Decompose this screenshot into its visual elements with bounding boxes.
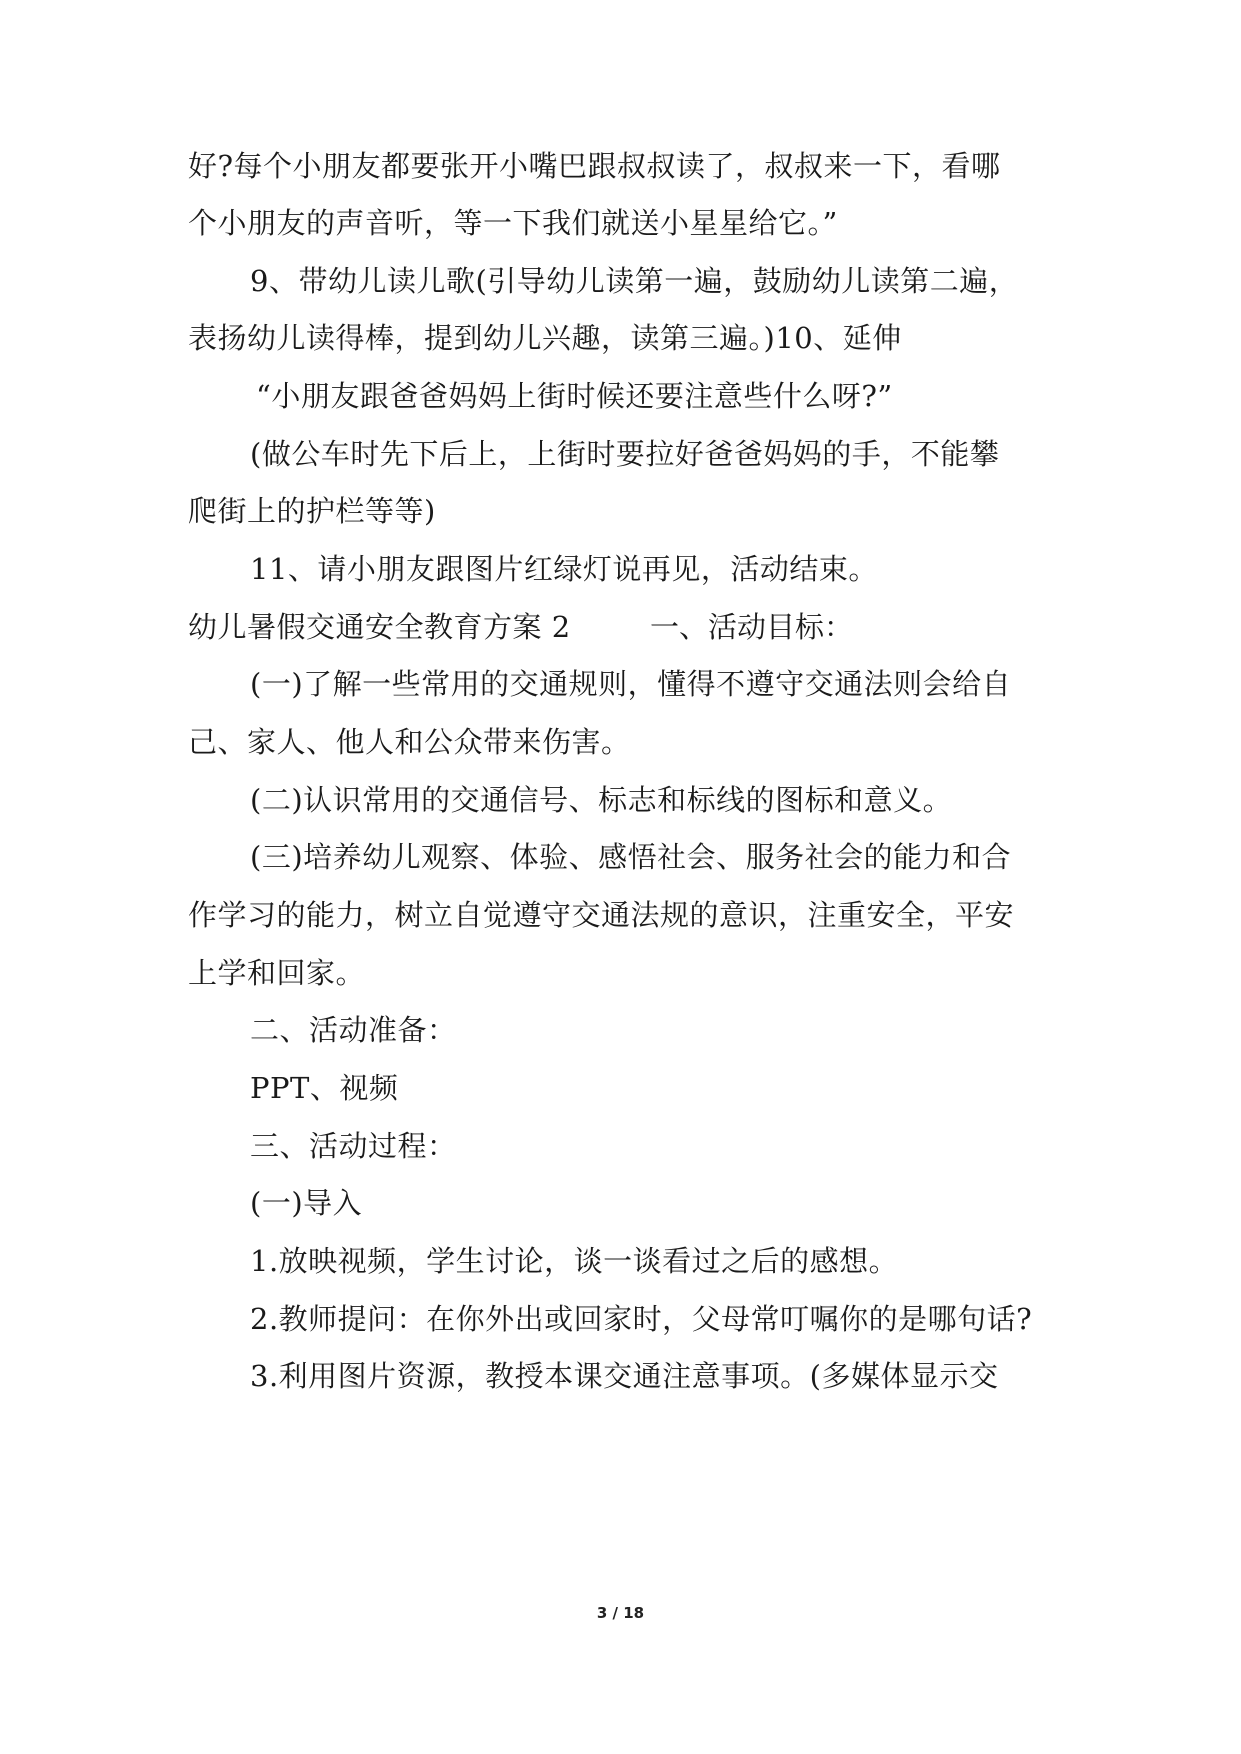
list-item: 1.放映视频，学生讨论，谈一谈看过之后的感想。 xyxy=(250,1244,899,1278)
text-line: (二)认识常用的交通信号、标志和标线的图标和意义。 xyxy=(250,783,953,817)
section-heading-goals: 一、活动目标： xyxy=(650,610,854,644)
subsection-heading: (一)导入 xyxy=(250,1186,363,1220)
section-heading-preparation: 二、活动准备： xyxy=(250,1013,457,1047)
section-heading-process: 三、活动过程： xyxy=(250,1129,457,1163)
text-line: 己、家人、他人和公众带来伤害。 xyxy=(188,725,631,759)
quote-line: “小朋友跟爸爸妈妈上街时候还要注意些什么呀?” xyxy=(256,379,893,413)
page-number: 3 / 18 xyxy=(596,1604,645,1622)
text-line: (一)了解一些常用的交通规则，懂得不遵守交通法则会给自 xyxy=(250,667,1012,701)
text-line: 好?每个小朋友都要张开小嘴巴跟叔叔读了，叔叔来一下，看哪 xyxy=(188,149,1001,183)
list-item: 3.利用图片资源，教授本课交通注意事项。(多媒体显示交 xyxy=(250,1359,999,1393)
text-line: 表扬幼儿读得棒，提到幼儿兴趣，读第三遍。)10、延伸 xyxy=(188,321,902,355)
text-line: 个小朋友的声音听，等一下我们就送小星星给它。” xyxy=(188,206,838,240)
text-line: (三)培养幼儿观察、体验、感悟社会、服务社会的能力和合 xyxy=(250,840,1012,874)
text-line: 上学和回家。 xyxy=(188,956,366,990)
list-item: 2.教师提问：在你外出或回家时，父母常叮嘱你的是哪句话? xyxy=(250,1302,1033,1336)
section-title: 幼儿暑假交通安全教育方案 2 xyxy=(188,610,571,644)
text-line: 9、带幼儿读儿歌(引导幼儿读第一遍，鼓励幼儿读第二遍， xyxy=(250,264,1019,298)
text-line: 作学习的能力，树立自觉遵守交通法规的意识，注重安全，平安 xyxy=(188,898,1015,932)
text-line: 11、请小朋友跟图片红绿灯说再见，活动结束。 xyxy=(250,552,878,586)
text-line: 爬街上的护栏等等) xyxy=(188,494,436,528)
text-line: PPT、视频 xyxy=(250,1071,399,1105)
text-line: (做公车时先下后上，上街时要拉好爸爸妈妈的手，不能攀 xyxy=(250,437,1000,471)
